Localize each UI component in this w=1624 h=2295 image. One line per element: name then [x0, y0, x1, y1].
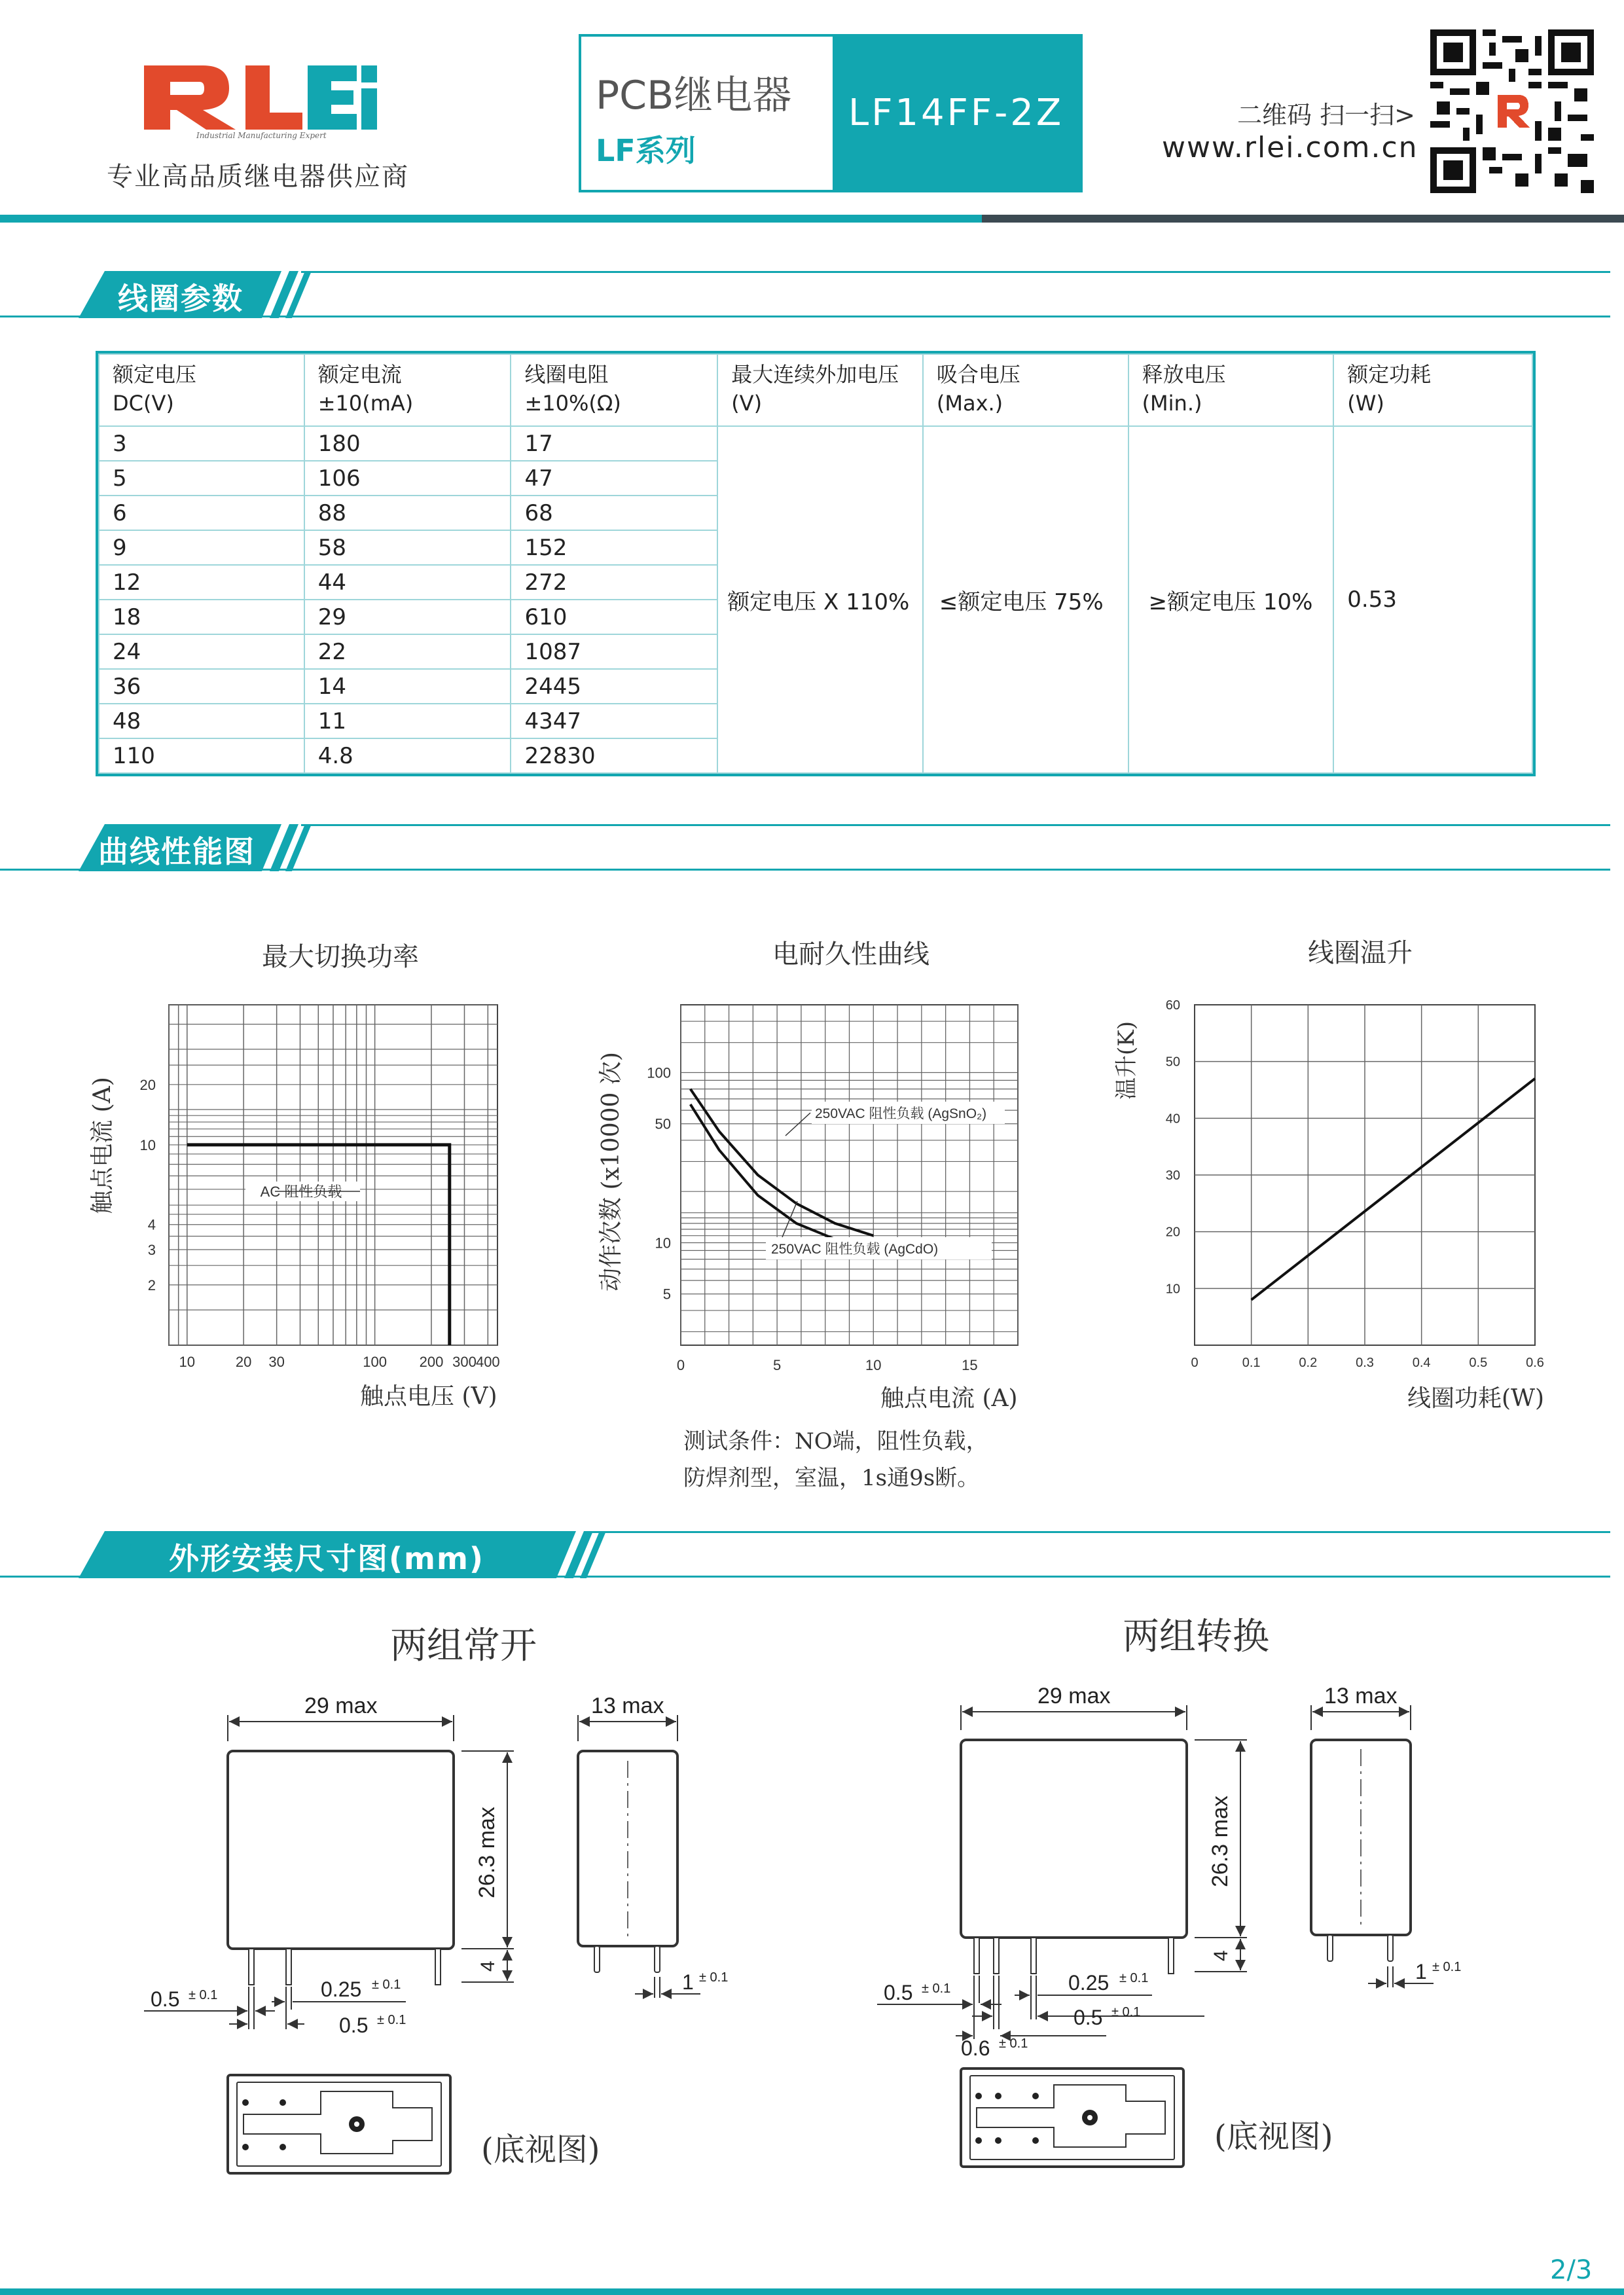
header-coil-resistance: 线圈电阻 ±10%(Ω) [511, 354, 717, 426]
table-row [99, 426, 1532, 461]
dim-pin-side-label: 1 [682, 1970, 694, 1994]
company-slogan: 专业高品质继电器供应商 [107, 162, 409, 192]
cell-resistance: 4347 [511, 704, 717, 738]
cell-voltage: 110 [99, 738, 304, 773]
x-tick-label: 0.3 [1356, 1356, 1374, 1370]
dim-pin-side-tol: ± 0.1 [699, 1970, 729, 1985]
cell-current: 22 [304, 634, 511, 669]
x-tick-label: 0.2 [1299, 1356, 1318, 1370]
cell-resistance: 17 [511, 426, 717, 461]
y-axis-label: 动作次数 (x10000 次) [598, 1052, 624, 1292]
dim-pin-pos-tol: ± 0.1 [1111, 2005, 1141, 2019]
cell-rated-power: 0.53 [1333, 426, 1532, 773]
x-tick-label: 0.4 [1412, 1356, 1431, 1370]
coil-table-wrap [96, 351, 1536, 776]
cell-resistance: 610 [511, 600, 717, 634]
y-tick-label: 20 [1165, 1225, 1180, 1240]
x-tick-label: 0.6 [1526, 1356, 1544, 1370]
x-tick-label: 200 [419, 1354, 444, 1370]
curves-section-header [0, 822, 1624, 874]
cell-voltage: 3 [99, 426, 304, 461]
cell-current: 88 [304, 496, 511, 530]
cell-resistance: 1087 [511, 634, 717, 669]
cell-pickup-voltage: ≤额定电压 75% [923, 426, 1128, 773]
header-pickup-voltage: 吸合电压 (Max.) [923, 354, 1128, 426]
header-max-voltage: 最大连续外加电压 (V) [717, 354, 923, 426]
dim-pin-side-tol: ± 0.1 [1432, 1960, 1462, 1974]
qr-prompt: 二维码 扫一扫> [1237, 101, 1415, 130]
product-type: PCB继电器 [596, 73, 792, 118]
x-tick-label: 0.1 [1242, 1356, 1261, 1370]
y-tick-label: 10 [1165, 1282, 1180, 1297]
dim-pin-gap-label: 0.25 [321, 1978, 362, 2001]
cell-voltage: 9 [99, 530, 304, 565]
y-axis-label: 温升(K) [1113, 1021, 1140, 1100]
header-stripe-teal [0, 215, 982, 223]
chart1-title: 最大切换功率 [262, 942, 419, 972]
coil-section-header [0, 268, 1624, 321]
coil-section-title: 线圈参数 [118, 281, 244, 316]
dim-depth-label: 13 max [1324, 1684, 1398, 1708]
qr-code [1430, 29, 1594, 193]
y-tick-label: 10 [655, 1235, 671, 1252]
bottom-view-label: (底视图) [1214, 2118, 1333, 2155]
x-tick-label: 10 [179, 1354, 196, 1370]
x-tick-label: 0 [676, 1357, 685, 1373]
header-rated-power: 额定功耗 (W) [1333, 354, 1532, 426]
header-stripe-dark [982, 215, 1624, 223]
x-axis-label: 触点电流 (A) [880, 1385, 1018, 1412]
cell-resistance: 22830 [511, 738, 717, 773]
website-url: www.rlei.com.cn [1162, 131, 1418, 164]
y-axis-label: 触点电流 (A) [89, 1077, 116, 1214]
header-rated-current: 额定电流 ±10(mA) [304, 354, 511, 426]
cell-current: 4.8 [304, 738, 511, 773]
dim-pin-gap-label: 0.25 [1068, 1971, 1110, 1995]
dim-width-label: 29 max [1038, 1684, 1111, 1708]
cell-current: 14 [304, 669, 511, 704]
model-box [833, 37, 1080, 190]
test-condition [683, 1423, 988, 1496]
dim-pin-x-tol: ± 0.1 [999, 2036, 1028, 2051]
dim-pin-w-tol: ± 0.1 [189, 1988, 218, 2002]
x-tick-label: 400 [475, 1354, 500, 1370]
x-axis-label: 触点电压 (V) [360, 1383, 497, 1410]
dim-pin-length-label: 4 [477, 1961, 499, 1972]
section-rule-top [301, 824, 1610, 826]
dim-pin-x-label: 0.6 [961, 2036, 990, 2060]
cell-voltage: 6 [99, 496, 304, 530]
header [0, 0, 1624, 223]
x-tick-label: 300 [452, 1354, 477, 1370]
x-tick-label: 20 [235, 1354, 252, 1370]
section-rule-top [589, 1531, 1610, 1533]
cell-voltage: 36 [99, 669, 304, 704]
coil-table [98, 353, 1533, 774]
dimension-section-title: 外形安装尺寸图(mm) [169, 1541, 484, 1576]
y-tick-label: 10 [139, 1136, 156, 1153]
y-tick-label: 50 [655, 1115, 671, 1132]
chart2-title: 电耐久性曲线 [772, 939, 929, 969]
page-number: 2/3 [1550, 2255, 1593, 2285]
cell-resistance: 152 [511, 530, 717, 565]
chart-max-switching-power [79, 988, 537, 1414]
y-tick-label: 4 [147, 1216, 156, 1233]
cell-current: 11 [304, 704, 511, 738]
dim-pin-pos-label: 0.5 [339, 2014, 369, 2037]
footer-stripe [0, 2288, 1624, 2295]
annotation-label: AC 阻性负载 [260, 1184, 342, 1200]
dim-left-title: 两组常开 [390, 1625, 537, 1667]
cell-resistance: 47 [511, 461, 717, 496]
x-tick-label: 15 [962, 1357, 978, 1373]
dim-width-label: 29 max [304, 1693, 378, 1718]
curves-section-title: 曲线性能图 [98, 834, 255, 869]
dim-pin-length-label: 4 [1210, 1950, 1232, 1961]
dim-pin-w-label: 0.5 [151, 1987, 180, 2011]
dim-drawing-right [864, 1676, 1525, 2173]
chart3-title: 线圈温升 [1308, 938, 1413, 968]
dim-pin-w-tol: ± 0.1 [922, 1981, 951, 1996]
x-tick-label: 30 [268, 1354, 285, 1370]
cell-resistance: 272 [511, 565, 717, 600]
cell-current: 29 [304, 600, 511, 634]
dim-right-title: 两组转换 [1123, 1616, 1269, 1658]
y-tick-label: 40 [1165, 1111, 1180, 1127]
chart-electrical-endurance [589, 988, 1047, 1414]
x-axis-label: 线圈功耗(W) [1407, 1385, 1545, 1412]
dim-height-label: 26.3 max [475, 1807, 499, 1898]
y-tick-label: 50 [1165, 1055, 1180, 1070]
cell-voltage: 5 [99, 461, 304, 496]
header-rated-voltage: 额定电压 DC(V) [99, 354, 304, 426]
dim-depth-label: 13 max [591, 1693, 664, 1718]
dim-pin-w-label: 0.5 [884, 1981, 913, 2004]
dim-drawing-left [131, 1689, 785, 2180]
y-tick-label: 2 [147, 1276, 156, 1293]
product-series: LF系列 [596, 133, 696, 168]
x-tick-label: 100 [363, 1354, 387, 1370]
dim-pin-gap-tol: ± 0.1 [372, 1978, 401, 1992]
x-tick-label: 5 [773, 1357, 782, 1373]
series-label: 250VAC 阻性负载 (AgCdO) [771, 1242, 939, 1257]
dim-height-label: 26.3 max [1208, 1796, 1233, 1887]
box-corner-decor [1047, 160, 1080, 190]
product-type-box [579, 34, 1083, 192]
dim-pin-gap-tol: ± 0.1 [1119, 1971, 1149, 1985]
y-tick-label: 30 [1165, 1168, 1180, 1183]
y-tick-label: 3 [147, 1241, 156, 1258]
y-tick-label: 20 [139, 1076, 156, 1093]
cell-current: 180 [304, 426, 511, 461]
x-tick-label: 10 [865, 1357, 882, 1373]
bottom-view-label: (底视图) [481, 2131, 600, 2168]
cell-max-voltage: 额定电压 X 110% [717, 426, 923, 773]
dim-pin-pos-tol: ± 0.1 [377, 2013, 406, 2027]
cell-current: 106 [304, 461, 511, 496]
series-label: 250VAC 阻性负载 (AgSnO₂) [815, 1106, 987, 1121]
cell-voltage: 24 [99, 634, 304, 669]
section-rule-top [301, 271, 1610, 273]
cell-voltage: 12 [99, 565, 304, 600]
cell-resistance: 2445 [511, 669, 717, 704]
y-tick-label: 100 [647, 1064, 671, 1081]
x-tick-label: 0 [1191, 1356, 1199, 1370]
dim-pin-pos-label: 0.5 [1074, 2006, 1103, 2029]
cell-voltage: 18 [99, 600, 304, 634]
table-header-row [99, 354, 1532, 426]
dimension-section-header [0, 1528, 1624, 1581]
cell-resistance: 68 [511, 496, 717, 530]
company-logo [131, 52, 380, 137]
cell-current: 58 [304, 530, 511, 565]
y-tick-label: 60 [1165, 998, 1180, 1013]
cell-current: 44 [304, 565, 511, 600]
model-number: LF14FF-2Z [848, 92, 1064, 134]
x-tick-label: 0.5 [1469, 1356, 1488, 1370]
y-tick-label: 5 [662, 1286, 671, 1303]
dim-pin-side-label: 1 [1415, 1960, 1427, 1983]
header-release-voltage: 释放电压 (Min.) [1128, 354, 1334, 426]
test-condition-line1: 测试条件：NO端，阻性负载， [683, 1428, 988, 1455]
logo-tagline: Industrial Manufacturing Expert [196, 131, 327, 140]
test-condition-line2: 防焊剂型，室温，1s通9s断。 [683, 1465, 980, 1491]
chart-coil-temperature-rise [1106, 982, 1551, 1414]
cell-voltage: 48 [99, 704, 304, 738]
cell-release-voltage: ≥额定电压 10% [1128, 426, 1334, 773]
